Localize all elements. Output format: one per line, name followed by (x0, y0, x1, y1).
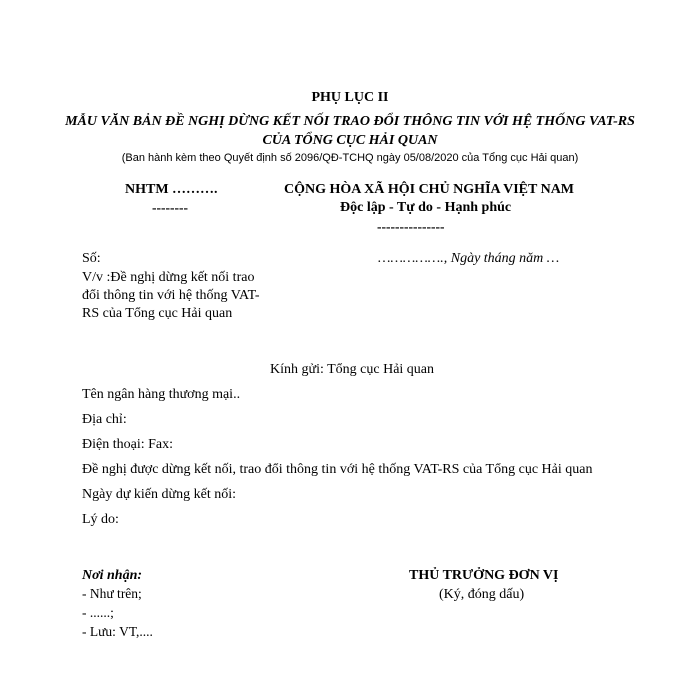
document-number-label: Số: (82, 251, 101, 266)
nation-title: CỘNG HÒA XÃ HỘI CHỦ NGHĨA VIỆT NAM (284, 182, 575, 197)
motto-underline: --------------- (377, 219, 445, 234)
phone-fax-field: Điện thoại: Fax: (82, 437, 173, 452)
subject-line-3: RS của Tổng cục Hải quan (82, 306, 233, 321)
national-motto: Độc lập - Tự do - Hạnh phúc (340, 200, 512, 215)
expected-stop-date-field: Ngày dự kiến dừng kết nối: (82, 487, 236, 502)
appendix-title: PHỤ LỤC II (311, 90, 389, 105)
recipient-line: Kính gửi: Tổng cục Hải quan (270, 362, 435, 377)
reason-field: Lý do: (82, 512, 119, 527)
request-statement: Đề nghị được dừng kết nối, trao đổi thông tin với hệ thống VAT-RS của Tổng cục Hải quan (82, 462, 593, 477)
org-underline: -------- (152, 200, 188, 215)
subject-line-1: V/v :Đề nghị dừng kết nối trao (82, 270, 255, 285)
form-title-line1: MẪU VĂN BẢN ĐỀ NGHỊ DỪNG KẾT NỐI TRAO ĐỔI THÔNG TIN VỚI HỆ THỐNG VAT-RS (65, 114, 635, 129)
recipient-item: - Lưu: VT,.... (82, 624, 153, 639)
bank-name-field: Tên ngân hàng thương mại.. (82, 387, 241, 402)
signer-title: THỦ TRƯỞNG ĐƠN VỊ (409, 568, 559, 583)
place-date-line: ……………., Ngày tháng năm … (378, 251, 560, 266)
recipient-item: - ......; (82, 605, 114, 620)
org-name: NHTM ………. (125, 182, 218, 197)
recipients-label: Nơi nhận: (82, 568, 143, 583)
subject-line-2: đổi thông tin với hệ thống VAT- (82, 288, 260, 303)
recipient-item: - Như trên; (82, 586, 142, 601)
signer-note: (Ký, đóng dấu) (439, 587, 525, 602)
issued-note: (Ban hành kèm theo Quyết định số 2096/QĐ-TCHQ ngày 05/08/2020 của Tổng cục Hải quan) (121, 152, 579, 164)
address-field: Địa chỉ: (82, 412, 127, 427)
form-title-line2: CỦA TỔNG CỤC HẢI QUAN (262, 133, 438, 148)
